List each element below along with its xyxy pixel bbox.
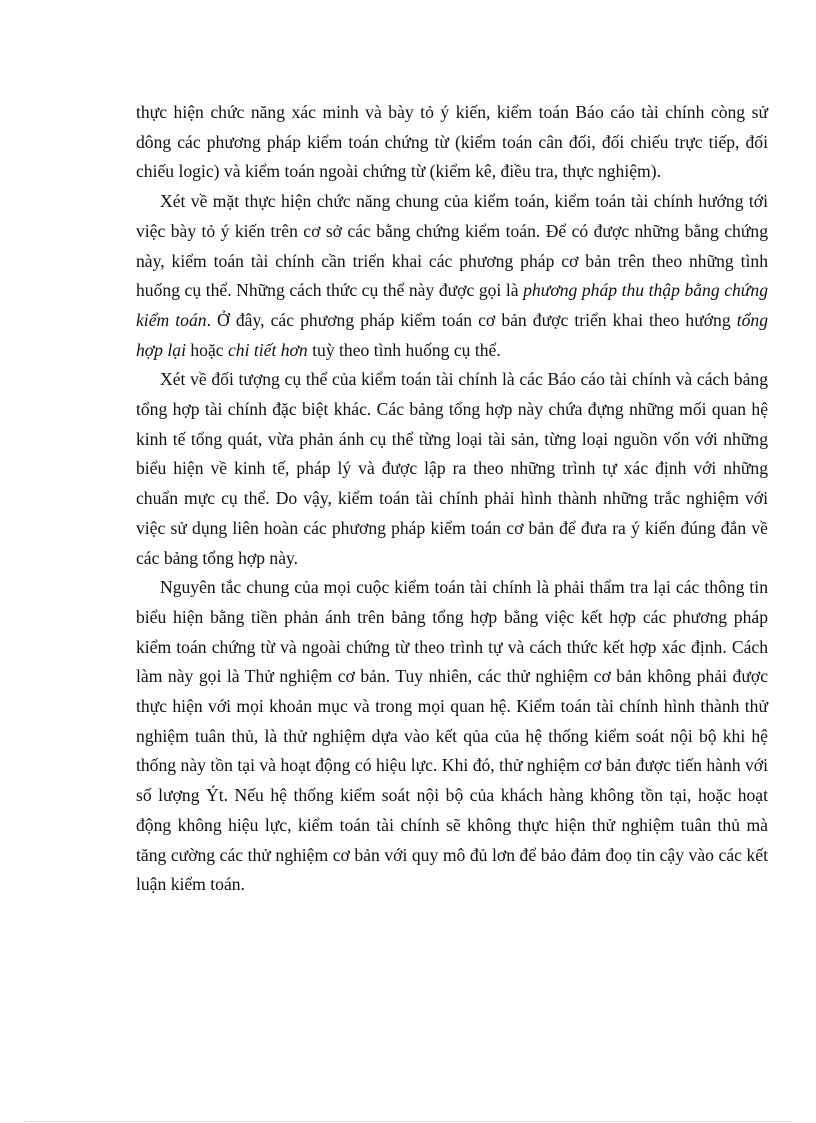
paragraph-1 [136, 98, 768, 187]
text-run: tuỳ theo tình huống cụ thể. [307, 339, 501, 360]
paragraph-3 [136, 365, 768, 573]
text-run: . Ở đây, các phương pháp kiểm toán cơ bản được triển khai theo hướng [206, 309, 737, 330]
italic-term: tổng hợp lại [136, 309, 769, 360]
italic-term: phương pháp thu thập bằng chứng kiểm toán [136, 280, 768, 330]
paragraph-2 [136, 187, 768, 365]
text-run: Nguyên tắc chung của mọi cuộc kiểm toán tài chính là phải thẩm tra lại các thông tin biểu hiện bằng tiền phản ánh trên bảng tổng hợp bằng việc kết hợp các phương pháp kiểm toán chứng từ và ngoài chứng từ theo trình tự và cách thức kết hợp xác định. Cách làm này gọi là Thử nghiệm cơ bản. Tuy nhiên, các thử nghiệm cơ bản không phải được thực hiện với mọi khoản mục và trong mọi quan hệ. Kiểm toán tài chính hình thành thử nghiệm tuân thủ, là thử nghiệm dựa vào kết qủa của hệ thống kiểm soát nội bộ khi hệ thống này tồn tại và hoạt động có hiệu lực. Khi đó, thử nghiệm cơ bản được tiến hành với số lượng Ýt. Nếu hệ thống kiểm soát nội bộ của khách hàng không tồn tại, hoặc hoạt động không hiệu lực, kiểm toán tài chính sẽ không thực hiện thử nghiệm tuân thủ mà tăng cường các thử nghiệm cơ bản với quy mô đủ lơn để bảo đảm đoọ tin cậy vào các kết luận kiểm toán. [136, 577, 768, 895]
text-run: hoặc [185, 339, 228, 360]
page-bottom-divider [24, 1121, 792, 1122]
italic-term: chi tiết hơn [227, 339, 308, 360]
body-text [136, 98, 768, 900]
paragraph-4 [136, 573, 768, 900]
text-run: Xét về đối tượng cụ thể của kiểm toán tài chính là các Báo cáo tài chính và cách bảng tổng hợp tài chính đặc biệt khác. Các bảng tổng hợp này chứa đựng những mối quan hệ kinh tế tổng quát, vừa phản ánh cụ thể từng loại tài sản, từng loại nguồn vốn với những biểu hiện về kinh tế, pháp lý và được lập ra theo những trình tự xác định với những chuẩn mực cụ thể. Do vậy, kiểm toán tài chính phải hình thành những trắc nghiệm với việc sử dụng liên hoàn các phương pháp kiểm toán cơ bản để đưa ra ý kiến đúng đắn về các bảng tổng hợp này. [136, 369, 768, 568]
text-run: thực hiện chức năng xác minh và bày tỏ ý kiến, kiểm toán Báo cáo tài chính còng sử dông các phương pháp kiểm toán chứng từ (kiểm toán cân đối, đối chiếu trực tiếp, đối chiếu logic) và kiểm toán ngoài chứng từ (kiểm kê, điều tra, thực nghiệm). [136, 102, 768, 182]
text-run: Xét về mặt thực hiện chức năng chung của kiểm toán, kiểm toán tài chính hướng tới việc bày tỏ ý kiến trên cơ sở các bằng chứng kiểm toán. Để có được những bằng chứng này, kiểm toán tài chính cần triển khai các phương pháp cơ bản trên theo những tình huống cụ thể. Những cách thức cụ thể này được gọi là [136, 191, 768, 301]
